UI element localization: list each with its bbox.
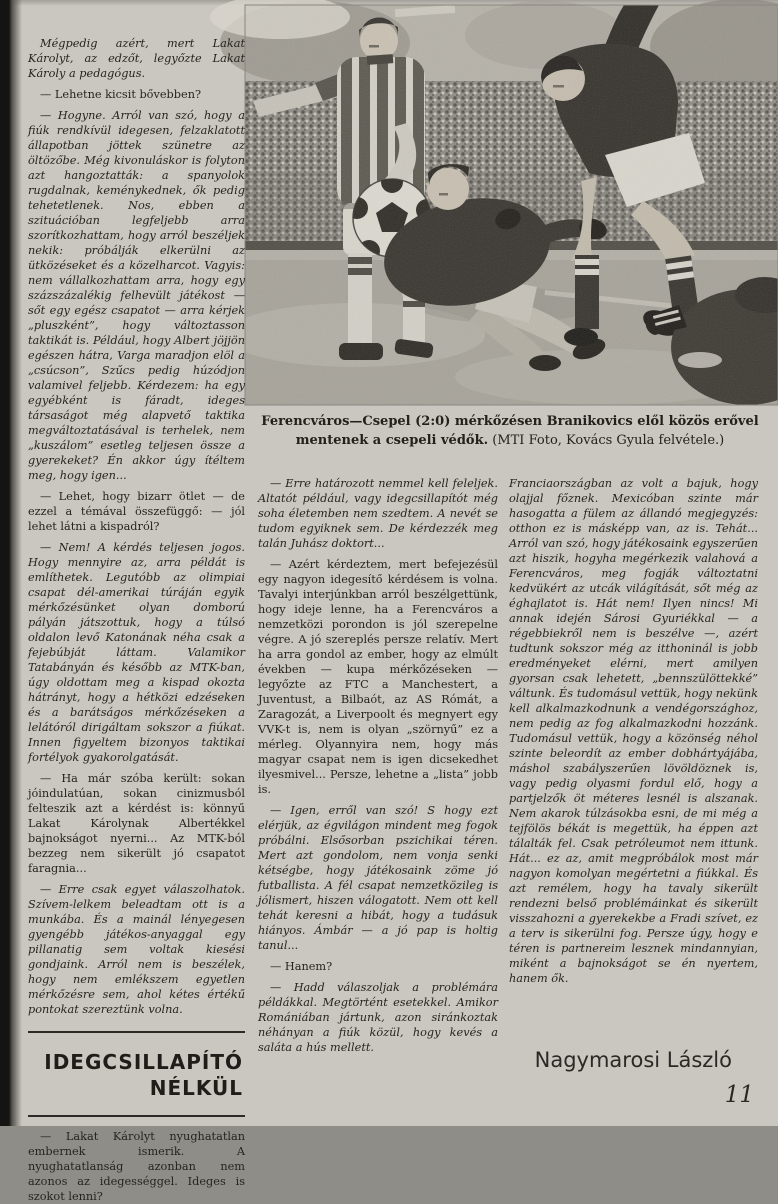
paragraph: — Lehet, hogy bizarr ötlet — de ezzel a témával összefüggő: — jól lehet látni a kispadról? (28, 490, 245, 533)
page-number: 11 (724, 1082, 754, 1108)
match-photo (245, 5, 778, 405)
photo-caption-bold: Ferencváros—Csepel (2:0) mérkőzésen Branikovics elől közös erővel mentenek a csepeli védők. (261, 414, 759, 448)
paragraph: — Erre csak egyet válaszolhatok. Szívem-lelkem beleadtam ott is a munkába. És a mainál lényegesen gyengébb játékos-anyaggal egy pillanatig sem voltak kiesési gondjaink. Arról nem is beszélek, hogy nem emlékszem egyetlen mérkőzésre sem, ahol kétes értékű pontokat szereztünk volna. (28, 883, 245, 1016)
paragraph: — Nem! A kérdés teljesen jogos. Hogy mennyire az, arra példát is említhetek. Legutóbb az olimpiai csapat dél-amerikai túráján egyik mérkőzésünket olyan domború pályán játszottuk, hogy a túlsó oldalon levő Katonának néha csak a fejebúbját láttam. Valamikor Tatabányán és később az MTK-ban, úgy oldottam meg a kispad okozta hátrányt, hogy a hétközi edzéseken és a barátságos mérkőzéseken a lelátóról dirigáltam sokszor a fiúkat. Innen figyeltem bizonyos taktikai fortélyok gyakorolgatását. (28, 541, 245, 764)
paragraph: — Hadd válaszoljak a problémára példákkal. Megtörtént esetekkel. Amikor Romániában jártunk, azon siránkoztak néhányan a fiúk közül, hogy kevés a saláta a hús mellett. (258, 981, 498, 1054)
match-photo-illustration (245, 5, 778, 405)
paragraph: — Lehetne kicsit bővebben? (40, 88, 202, 101)
paragraph: — Igen, erről van szó! S hogy ezt elérjük, az égvilágon mindent meg fogok próbálni. Elsősorban pszichikai téren. Mert azt gondolom, nem vonja senki kétségbe, hogy játékosaink zöme jó futballista. A fél csapat nemzetközileg is jólismert, hiszen válogatott. Nem ott kell tehát keresni a hibát, hogy a tudásuk hiányos. Ámbár — a jó pap is holtig tanul... (258, 804, 498, 952)
paragraph: — Azért kérdeztem, mert befejezésül egy nagyon idegesítő kérdésem is volna. Tavalyi interjúnkban arról beszélgettünk, hogy ideje lenne, ha a Ferencváros a nemzetközi porondon is jól szerepelne végre. A jó szereplés persze relatív. Mert ha arra gondol az ember, hogy az elmúlt években — kupa mérkőzéseken — legyőzte az FTC a Manchestert, a Juventust, a Bilbaót, az AS Rómát, a Zaragozát, a Liverpoolt és megnyert egy VVK-t is, nem is olyan „szörnyű” ez a mérleg. Olyannyira nem, hogy más magyar csapat nem is igen dicsekedhet ilyesmivel... Persze, lehetne a „lista” jobb is. (258, 558, 498, 796)
byline: Nagymarosi László (534, 1048, 732, 1072)
column-right (509, 476, 758, 1051)
paragraph: — Erre határozott nemmel kell feleljek. Altatót például, vagy idegcsillapítót még soha életemben nem szedtem. A nevét se tudom egyiknek sem. De kérdezzék meg talán Juhász doktort... (258, 477, 498, 550)
section-heading-line1: IDEGCSILLAPÍTÓ (44, 1050, 243, 1074)
column-middle (258, 476, 498, 1096)
column-left (28, 36, 245, 1203)
paragraph: — Lakat Károlyt nyughatatlan embernek ismerik. A nyughatatlanság azonban nem azonos az idegességgel. Ideges is szokot lenni? (28, 1130, 245, 1203)
paragraph: — Hogyne. Arról van szó, hogy a fiúk rendkívül idegesen, felzaklatott állapotban jöttek szünetre az öltözőbe. Még kivonuláskor is folyton azt hangoztatták: a spanyolok rugdalnak, keménykednek, ők pedig tehetetlenek. Nos, ebben a szituációban legfeljebb arra szorítkozhattam, hogy arról beszéljek nekik: próbálják elkerülni az ütközéseket és a közelharcot. Vagyis: nem vállalkozhattam arra, hogy egy százszázalékig felhevült játékost — sőt egy egész csapatot — arra kérjek „pluszként”, hogy változtasson taktikát is. Például, hogy Albert jöjjön egészen hátra, Varga maradjon elöl a „csúcson”, Szűcs pedig húzódjon valamivel feljebb. Kérdezem: ha egy egyébként is fáradt, ideges társaságot még alapvető taktika megváltoztatásával is terhelek, nem „kuszálom” esetleg teljesen össze a gyerekeket? Én akkor úgy ítéltem meg, hogy igen... (28, 109, 245, 482)
paragraph: — Ha már szóba került: sokan jóindulatúan, sokan cinizmusból felteszik azt a kérdést is: könnyű Lakat Károlynak Albertékkel bajnokságot nyerni... Az MTK-ból bezzeg nem sikerült jó csapatot faragnia... (28, 772, 245, 875)
section-heading (28, 1031, 245, 1117)
paragraph: Franciaországban az volt a bajuk, hogy olajjal főznek. Mexicóban szinte már hasogatta a fülem az állandó megjegyzés: otthon ez is másképp van, az is. Tehát... Arról van szó, hogy játékosaink egyszerűen azt hiszik, hogyha megérkezik valahová a Ferencváros, meg fogják változtatni kedvükért az utcák világítását, sőt még az éghajlatot is. Hát nem! Ilyen nincs! Mi annak idején Sárosi Gyuriékkal — a régebbiekről nem is beszélve —, azért tudtunk sokszor még az itthoninál is jobb eredményeket elérni, mert amilyen gyorsan csak lehetett, „bennszülöttekké” váltunk. És tudomásul vettük, hogy nekünk kell alkalmazkodnunk a vendégországhoz, nem pedig az fog alkalmazkodni hozzánk. Tudomásul vettük, hogy a közönség néhol szinte beleordít az ember dobhártyájába, máshol szabályszerűen lövöldöznek is, vagy pedig olyasmi fordul elő, hogy a partjelzők öt méteres lesnél is alszanak. Nem akarok túlzásokba esni, de mi még a tejfölös békát is megettük, ha éppen azt tálalták fel. Csak petróleumot nem ittunk. Hát... ez az, amit megpróbálok most már nagyon komolyan megértetni a fiúkkal. És azt remélem, hogy ha tavaly sikerült rendezni belső problémáinkat és sikerült visszahozni a gyerekekbe a Fradi szívet, ez a terv is sikerülni fog. Persze úgy, hogy e téren is partnereim lesznek mindannyian, miként a bajnokságot se én nyertem, hanem ők. (509, 477, 758, 985)
photo-caption-credit: (MTI Foto, Kovács Gyula felvétele.) (488, 432, 725, 448)
paragraph: — Hanem? (270, 960, 333, 973)
scan-gutter-shadow (0, 0, 22, 1126)
photo-caption (252, 413, 768, 451)
paragraph: Mégpedig azért, mert Lakat Károlyt, az edzőt, legyőzte Lakat Károly a pedagógus. (28, 37, 245, 80)
section-heading-line2: NÉLKÜL (149, 1076, 243, 1100)
